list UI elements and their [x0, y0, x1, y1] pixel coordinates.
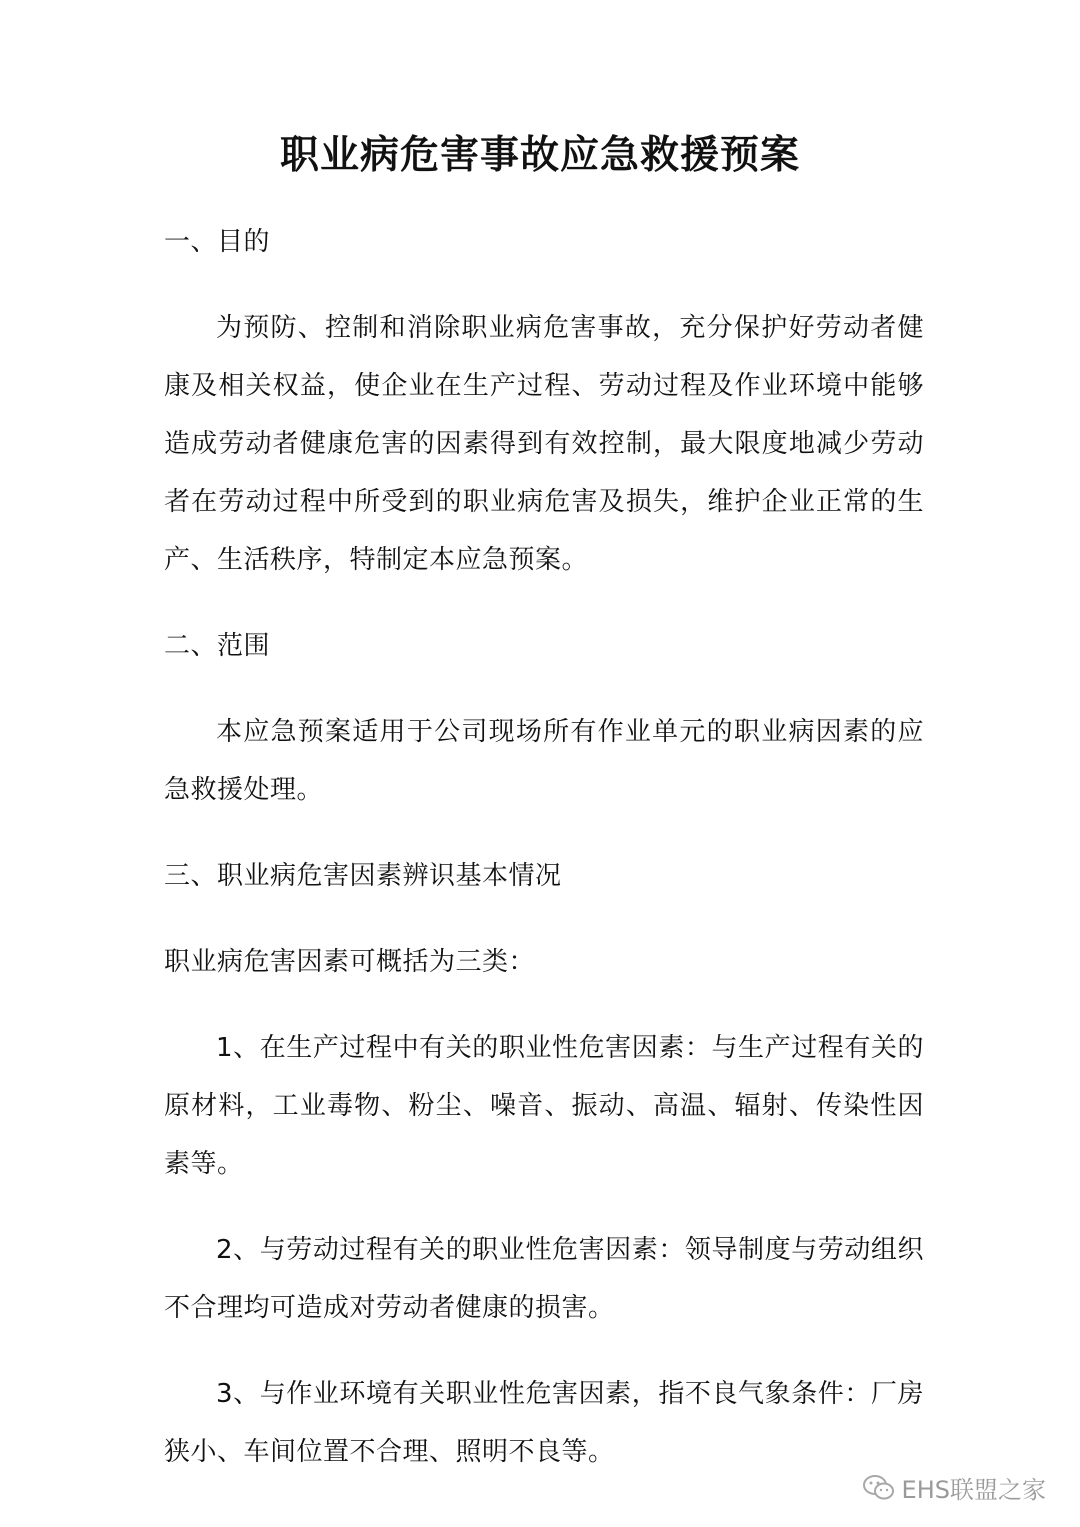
paragraph-scope: 本应急预案适用于公司现场所有作业单元的职业病因素的应急救援处理。 [164, 717, 924, 805]
document-body [164, 213, 924, 1509]
document-title: 职业病危害事故应急救援预案 [279, 133, 800, 178]
list-item-hazard-1: 1、在生产过程中有关的职业性危害因素：与生产过程有关的原材料，工业毒物、粉尘、噪音、振动、高温、辐射、传染性因素等。 [164, 1033, 924, 1179]
wechat-icon [862, 1474, 896, 1502]
section-heading-scope: 二、范围 [164, 631, 271, 661]
list-item-hazard-3: 3、与作业环境有关职业性危害因素，指不良气象条件：厂房狭小、车间位置不合理、照明不良等。 [164, 1379, 924, 1467]
paragraph-hazard-intro: 职业病危害因素可概括为三类： [164, 947, 536, 977]
paragraph-purpose: 为预防、控制和消除职业病危害事故，充分保护好劳动者健康及相关权益，使企业在生产过程、劳动过程及作业环境中能够造成劳动者健康危害的因素得到有效控制，最大限度地减少劳动者在劳动过程中所受到的职业病危害及损失，维护企业正常的生产、生活秩序，特制定本应急预案。 [164, 313, 924, 575]
section-heading-hazard-identification: 三、职业病危害因素辨识基本情况 [164, 861, 562, 891]
section-heading-purpose: 一、目的 [164, 227, 271, 257]
watermark-text: EHS联盟之家 [901, 1476, 1046, 1504]
list-item-hazard-2: 2、与劳动过程有关的职业性危害因素：领导制度与劳动组织不合理均可造成对劳动者健康的损害。 [164, 1235, 924, 1323]
watermark [862, 1470, 1046, 1505]
